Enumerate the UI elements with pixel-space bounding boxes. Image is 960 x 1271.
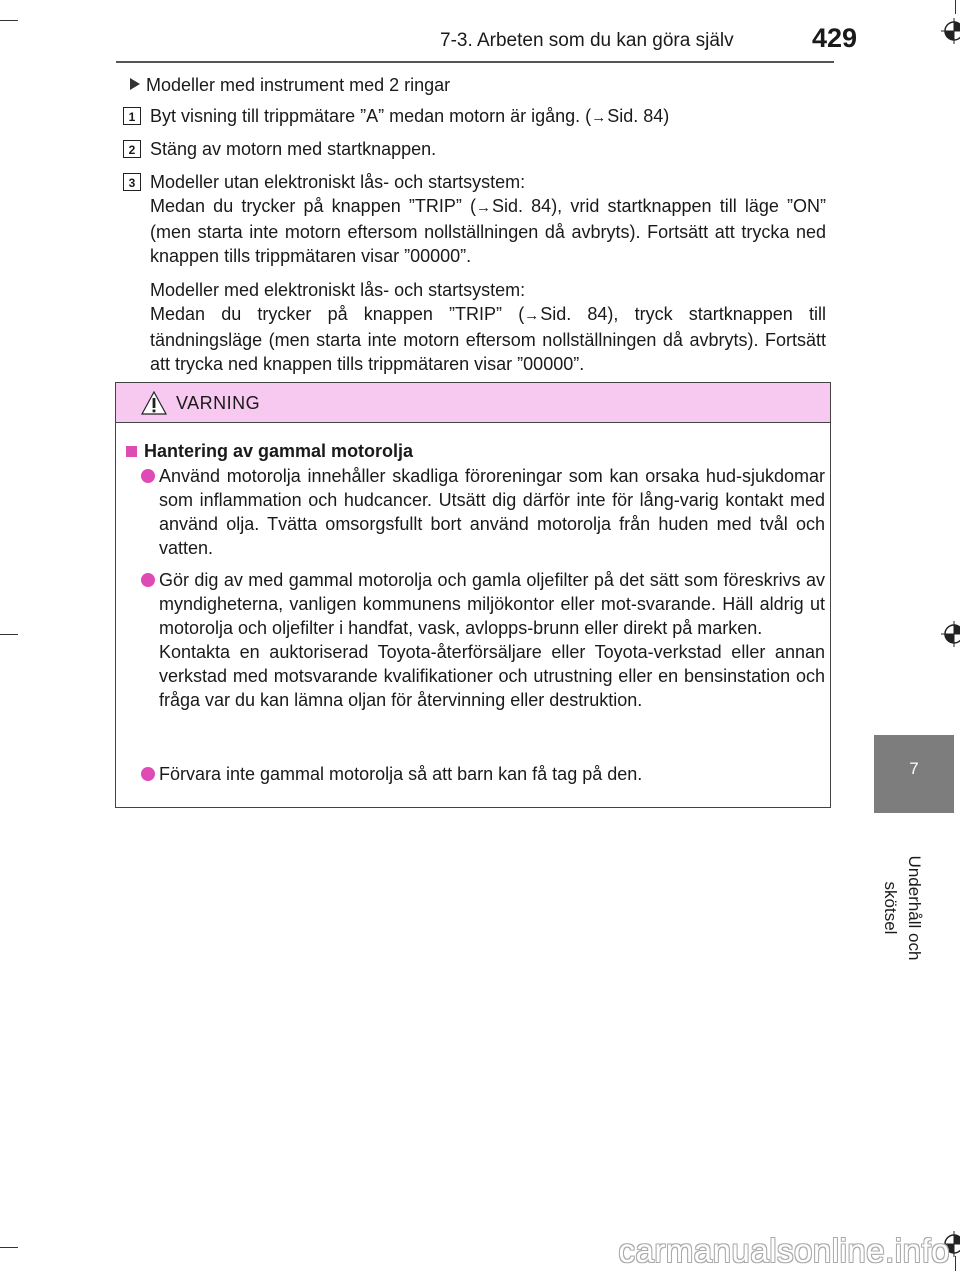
warning-item: Använd motorolja innehåller skadliga föroreningar som kan orsaka hud-sjukdomar som inflammation och hudcancer. Utsätt dig därför inte för lång-varig kontakt med använd olja. Tvätta omsorgsfullt bort använd motorolja från huden med tvål och vatten. xyxy=(159,466,825,558)
sub-heading-text: Modeller med instrument med 2 ringar xyxy=(146,75,451,95)
arrow-right-icon: → xyxy=(591,109,607,126)
warning-box xyxy=(115,382,831,808)
crop-mark xyxy=(0,20,18,21)
step-number-box: 3 xyxy=(123,173,141,191)
warning-item: Förvara inte gammal motorolja så att barn kan få tag på den. xyxy=(159,764,643,784)
step-paragraph: Modeller utan elektroniskt lås- och startsystem: Medan du trycker på knappen ”TRIP” (→Sid. 84), vrid startknappen till läge ”ON” (men starta inte motorn eftersom nollställningen då avbryts). Fortsätt att trycka ned knappen tills trippmätaren visar ”00000”. xyxy=(150,172,826,266)
crop-mark xyxy=(0,1247,18,1248)
warning-item: Gör dig av med gammal motorolja och gamla oljefilter på det sätt som föreskrivs av myndigheterna, vanligen kommunens miljökontor eller mot-svarande. Häll aldrig ut motorolja och oljefilter i handfat, vask, avlopps-brunn eller direkt på marken. Kontakta en auktoriserad Toyota-återförsäljare eller Toyota-verkstad eller annan verkstad med motsvarande kvalifikationer och utrustning eller en bensinstation och fråga var du kan lämna oljan för återvinning eller destruktion. xyxy=(159,570,825,710)
page-reference[interactable]: Sid. 84 xyxy=(540,304,608,324)
crop-mark xyxy=(955,0,956,14)
page-reference[interactable]: Sid. 84 xyxy=(607,106,664,126)
square-bullet-icon xyxy=(126,446,137,457)
step-text: Byt visning till trippmätare ”A” medan motorn är igång. (→Sid. 84) xyxy=(150,104,826,130)
crop-mark xyxy=(0,634,18,635)
arrow-right-icon: → xyxy=(524,307,540,324)
section-header: 7-3. Arbeten som du kan göra själv xyxy=(440,30,734,51)
step-paragraph: Modeller med elektroniskt lås- och startsystem: Medan du trycker på knappen ”TRIP” (→Sid. 84), tryck startknappen till tändningsläge (men starta inte motorn eftersom nollställningen då avbryts). Fortsätt att trycka ned knappen tills trippmätaren visar ”00000”. xyxy=(150,280,826,374)
warning-header xyxy=(116,383,830,423)
warning-title: VARNING xyxy=(176,393,261,413)
page-number: 429 xyxy=(812,23,858,53)
sub-heading xyxy=(130,75,450,96)
header-rule xyxy=(116,61,834,63)
bullet-icon xyxy=(141,469,155,483)
chapter-label: Underhåll och skötsel xyxy=(881,855,924,961)
chapter-tab xyxy=(874,735,954,813)
page-reference[interactable]: Sid. 84 xyxy=(492,196,552,216)
watermark: carmanualsonline.info xyxy=(618,1232,950,1269)
triangle-bullet-icon xyxy=(130,78,140,90)
warning-section-title: Hantering av gammal motorolja xyxy=(126,441,413,462)
bullet-icon xyxy=(141,573,155,587)
registration-mark-icon xyxy=(941,18,960,44)
bullet-icon xyxy=(141,767,155,781)
registration-mark-icon xyxy=(941,621,960,647)
chapter-number: 7 xyxy=(909,759,919,778)
step-number-box: 2 xyxy=(123,140,141,158)
warning-triangle-icon xyxy=(141,391,167,415)
step-number-box: 1 xyxy=(123,107,141,125)
step-text xyxy=(150,170,826,376)
step-text: Stäng av motorn med startknappen. xyxy=(150,139,437,159)
arrow-right-icon: → xyxy=(476,199,491,216)
